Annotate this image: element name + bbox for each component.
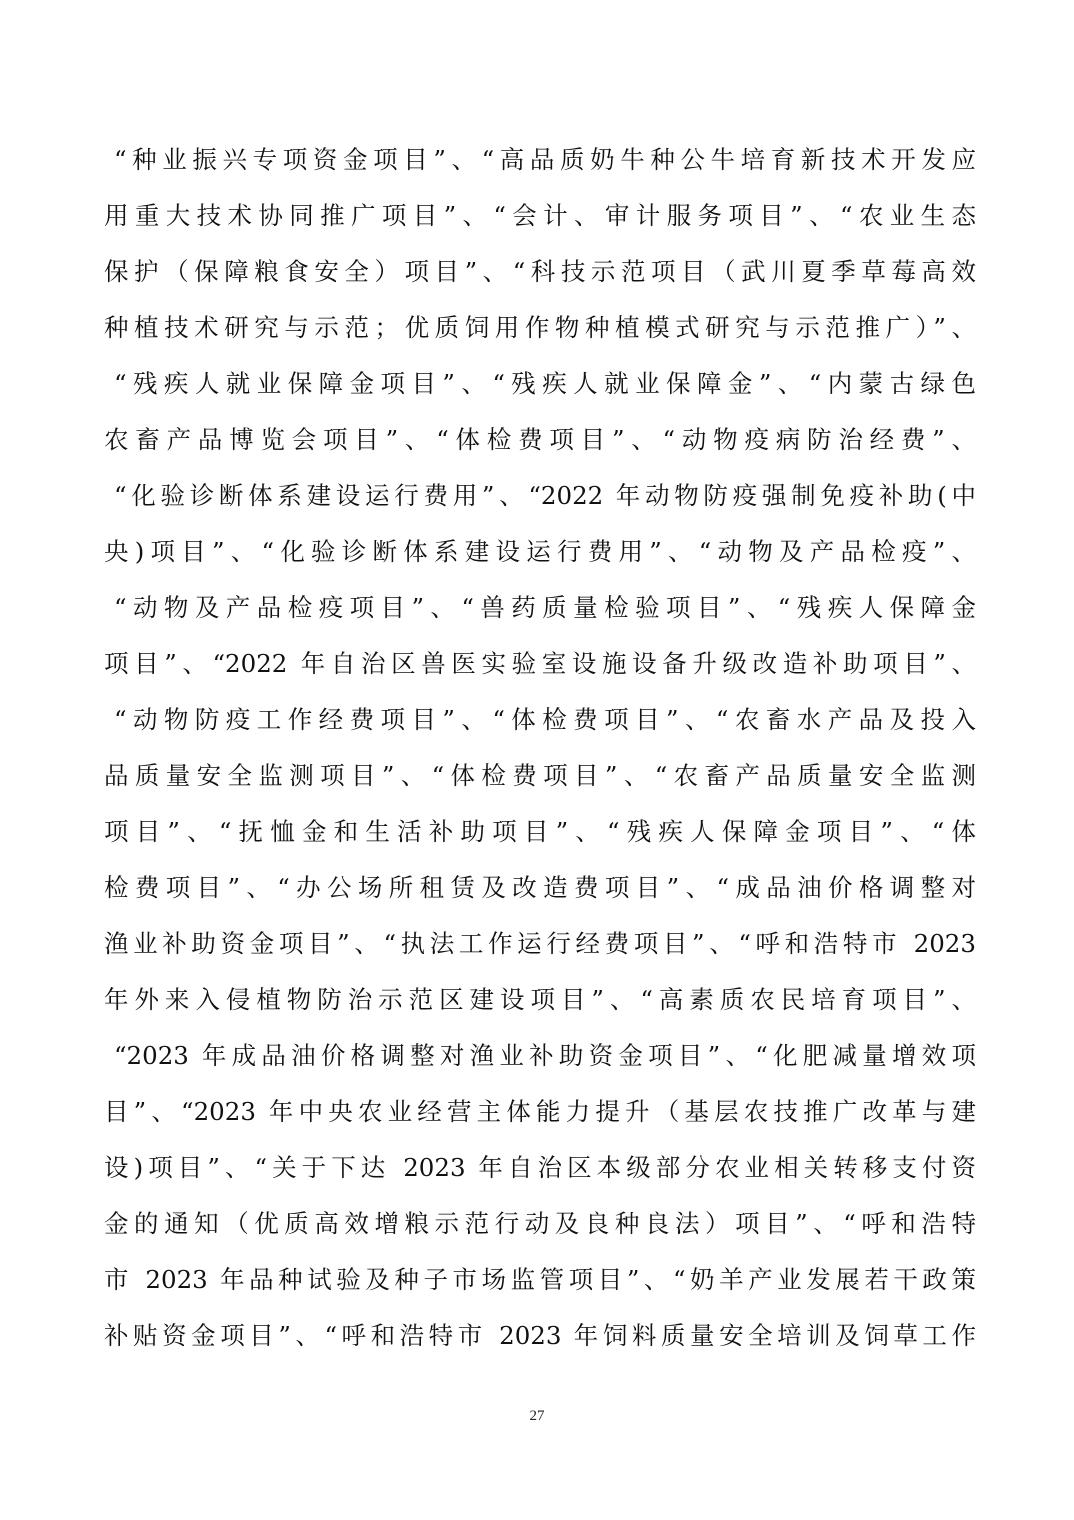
text-line-1: “种业振兴专项资金项目”、“高品质奶牛种公牛培育新技术开发应 (114, 145, 976, 174)
text-line-13: 项目”、“抚恤金和生活补助项目”、“残疾人保障金项目”、“体 (104, 817, 976, 846)
text-line-19: 设)项目”、“关于下达 2023 年自治区本级部分农业相关转移支付资 (104, 1153, 976, 1182)
text-line-3: 保护（保障粮食安全）项目”、“科技示范项目（武川夏季草莓高效 (104, 257, 976, 286)
text-line-20: 金的通知（优质高效增粮示范行动及良种良法）项目”、“呼和浩特 (104, 1209, 976, 1238)
text-line-7: “化验诊断体系建设运行费用”、“2022 年动物防疫强制免疫补助(中 (114, 481, 976, 510)
body-text (104, 132, 976, 1364)
text-line-11: “动物防疫工作经费项目”、“体检费项目”、“农畜水产品及投入 (114, 705, 976, 734)
text-line-4: 种植技术研究与示范；优质饲用作物种植模式研究与示范推广）”、 (104, 313, 976, 342)
text-line-12: 品质量安全监测项目”、“体检费项目”、“农畜产品质量安全监测 (104, 761, 976, 790)
text-line-10: 项目”、“2022 年自治区兽医实验室设施设备升级改造补助项目”、 (104, 649, 976, 678)
text-line-16: 年外来入侵植物防治示范区建设项目”、“高素质农民培育项目”、 (104, 985, 976, 1014)
text-line-15: 渔业补助资金项目”、“执法工作运行经费项目”、“呼和浩特市 2023 (104, 929, 976, 958)
page-number: 27 (529, 1408, 545, 1424)
text-line-6: 农畜产品博览会项目”、“体检费项目”、“动物疫病防治经费”、 (104, 425, 976, 454)
text-line-17: “2023 年成品油价格调整对渔业补助资金项目”、“化肥减量增效项 (114, 1041, 976, 1070)
text-line-9: “动物及产品检疫项目”、“兽药质量检验项目”、“残疾人保障金 (114, 593, 976, 622)
text-line-22: 补贴资金项目”、“呼和浩特市 2023 年饲料质量安全培训及饲草工作 (104, 1321, 976, 1350)
text-line-18: 目”、“2023 年中央农业经营主体能力提升（基层农技推广改革与建 (104, 1097, 976, 1126)
text-line-21: 市 2023 年品种试验及种子市场监管项目”、“奶羊产业发展若干政策 (104, 1265, 976, 1294)
text-line-5: “残疾人就业保障金项目”、“残疾人就业保障金”、“内蒙古绿色 (114, 369, 976, 398)
text-line-2: 用重大技术协同推广项目”、“会计、审计服务项目”、“农业生态 (104, 201, 976, 230)
text-line-14: 检费项目”、“办公场所租赁及改造费项目”、“成品油价格调整对 (104, 873, 976, 902)
text-line-8: 央)项目”、“化验诊断体系建设运行费用”、“动物及产品检疫”、 (104, 537, 976, 566)
